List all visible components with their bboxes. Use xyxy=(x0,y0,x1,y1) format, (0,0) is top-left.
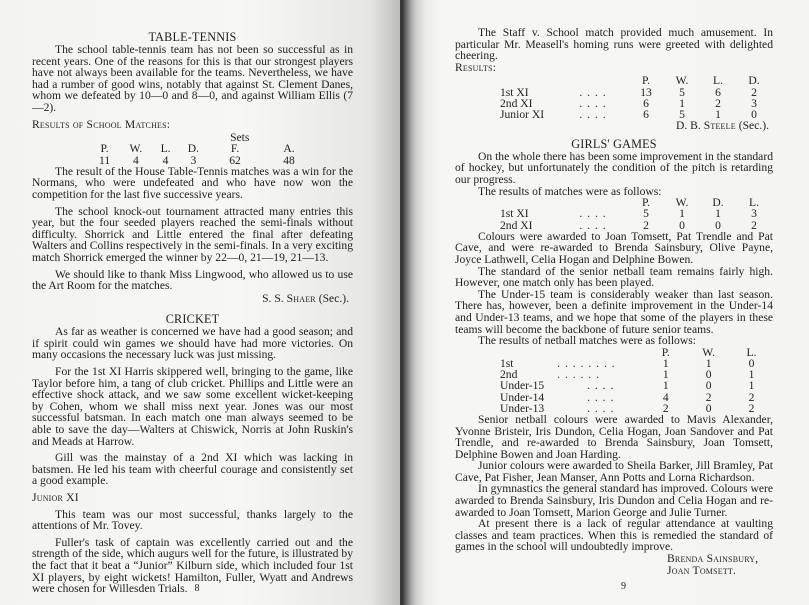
team-name: Under-13 xyxy=(500,401,545,415)
team-name: 2nd xyxy=(500,368,518,382)
netball-results-intro: The results of netball matches were as follows: xyxy=(478,334,696,348)
leader-dots: . . . . xyxy=(587,390,615,404)
girls-paragraph-6: Junior colours were awarded to Sheila Barker, Jill Bramley, Pat Cave, Pat Fisher, Jean Manser, Ann Potts and Lorna Richardson. xyxy=(455,459,773,484)
cell: 2 xyxy=(662,401,669,415)
leader-dots: . . . . xyxy=(587,401,615,415)
cell: 0 xyxy=(679,218,685,232)
cell: 1 xyxy=(679,96,685,110)
cell: 1 xyxy=(748,379,755,393)
cricket-results-table xyxy=(500,75,772,120)
right-page xyxy=(402,0,809,605)
junior-xi-heading: Junior XI xyxy=(32,491,79,505)
team-name: 1st XI xyxy=(500,207,529,221)
cell: 2 xyxy=(643,218,649,232)
table-row xyxy=(500,380,773,391)
col-header: P. xyxy=(641,196,651,210)
netball-header-row xyxy=(500,347,773,358)
knockout-paragraph: The school knock-out tournament attracted many entries this year, but the four seeded players reached the semi-finals without difficulty. Shorrick and Little entered the final after defeating Walters and Collins respectively in the semi-finals. In a very exciting match Shorrick emerged the winner by 22—0, 21—19, 21—13. xyxy=(32,204,353,264)
col-header: L. xyxy=(746,345,757,359)
table-row xyxy=(500,208,772,219)
cell: 0 xyxy=(705,379,712,393)
leader-dots: . . . . . . . . xyxy=(557,356,616,370)
leader-dots: . . . . . . xyxy=(557,368,601,382)
cell: 0 xyxy=(705,368,712,382)
cell: 6 xyxy=(643,107,649,121)
cricket-paragraph-4: This team was our most successful, thanks largely to the attentions of Mr. Tovey. xyxy=(32,507,353,533)
girls-games-heading: GIRLS' GAMES xyxy=(571,136,657,151)
left-page xyxy=(0,0,402,605)
cell: 1 xyxy=(662,368,669,382)
table-row xyxy=(500,87,772,98)
team-name: 1st XI xyxy=(500,85,529,99)
table-tennis-heading: TABLE-TENNIS xyxy=(148,30,237,44)
col-header: D. xyxy=(712,196,724,210)
leader-dots: . . . . xyxy=(579,96,607,110)
left-column xyxy=(32,31,353,595)
team-name: Junior XI xyxy=(500,107,545,121)
col-header: P. xyxy=(661,345,670,359)
cell: 5 xyxy=(679,85,685,99)
leader-dots: . . . . xyxy=(579,207,607,221)
col-header: L. xyxy=(713,74,723,88)
col-header: W. xyxy=(702,345,715,359)
cell: 1 xyxy=(679,207,685,221)
cell: 4 xyxy=(162,153,169,167)
cricket-results-header-row xyxy=(500,75,772,86)
col-header: W. xyxy=(675,196,689,210)
house-matches-paragraph: The result of the House Table-Tennis matches was a win for the Normans, who were undefeated and who have now won the competition for the last five successive years. xyxy=(32,164,353,201)
girls-paragraph-1: On the whole there has been some improvement in the standard of hockey, but unfortunately the condition of the pitch is retarding our progress. xyxy=(455,149,773,186)
cell: 2 xyxy=(751,218,757,232)
cricket-paragraph-1: As far as weather is concerned we have had a good season; and if spirit could win games we should have had more victories. On many occasions the necessary luck was just missing. xyxy=(32,325,353,362)
netball-results-table xyxy=(500,347,773,414)
cell: 11 xyxy=(99,153,111,167)
col-header: D. xyxy=(187,142,199,156)
team-name: 2nd XI xyxy=(500,96,533,110)
col-header: P. xyxy=(641,74,651,88)
girls-signature-2: Joan Tomsett. xyxy=(667,563,737,577)
results-of-school-matches-heading: Results of School Matches: xyxy=(32,117,171,131)
team-name: 1st xyxy=(500,356,514,370)
team-name: Under-14 xyxy=(500,390,545,404)
leader-dots: . . . . xyxy=(579,218,607,232)
cell: 2 xyxy=(751,85,757,99)
cell: 48 xyxy=(283,153,295,167)
hockey-results-intro: The results of matches were as follows: xyxy=(478,184,662,198)
cell: 4 xyxy=(662,390,669,404)
cricket-signature: D. B. Steele (Sec.). xyxy=(676,119,769,133)
cricket-paragraph-2: For the 1st XI Harris skippered well, bringing to the game, like Taylor before him, a tang of club cricket. Phillips and Little were an effective shock attack, and we saw some excellent wicket-keeping by Cohen, whom we shall miss next year. Jones was our most successful batsman. In each match one man always seemed to be able to save the day—Walters at Chiswick, Norris at John Ruskin's and Meads at Harrow. xyxy=(32,365,353,448)
cell: 5 xyxy=(679,107,685,121)
cricket-heading: CRICKET xyxy=(165,312,220,327)
cell: 1 xyxy=(715,107,721,121)
girls-paragraph-4: The Under-15 team is considerably weaker than last season. There has, however, been a definite improvement in the Under-14 and Under-13 teams, and we hope that some of the players in these teams will become the backbone of future senior teams. xyxy=(455,287,773,336)
col-header: W. xyxy=(675,74,689,88)
col-header: L. xyxy=(160,142,171,156)
cricket-paragraph-5: Fuller's task of captain was excellently carried out and the strength of the side, which augurs well for the future, is illustrated by the fact that it beat a “Junior” Kilburn side, which included four 1st XI players, by eight wickets! Hamilton, Fuller, Wyatt and Andrews were chosen for Willesden Trials. xyxy=(32,535,353,596)
col-header: L. xyxy=(749,196,759,210)
cell: 2 xyxy=(705,390,712,404)
table-row xyxy=(500,358,773,369)
cell: 3 xyxy=(751,96,757,110)
cell: 4 xyxy=(132,153,139,167)
table-tennis-results-table xyxy=(90,132,316,166)
col-header: W. xyxy=(129,142,143,156)
cell: 0 xyxy=(751,107,757,121)
sets-label: Sets xyxy=(230,131,250,145)
cell: 6 xyxy=(643,96,649,110)
leader-dots: . . . . xyxy=(579,85,607,99)
page-number: 8 xyxy=(194,583,200,594)
girls-paragraph-5: Senior netball colours were awarded to Mavis Alexander, Yvonne Bristeir, Iris Dundon, Celia Hogan, Joan Sandover and Pat Trendle, and re-awarded to Brenda Sainsbury, Joan Tomsett, Delphine Bowen and Joan Harding. xyxy=(455,412,773,461)
girls-paragraph-8: At present there is a lack of regular attendance at vaulting classes and team practices. When this is remedied the standard of games in the school will undoubtedly improve. xyxy=(455,517,773,554)
table-tennis-intro: The school table-tennis team has not been so successful as in recent years. One of the reasons for this is that our strongest players have not always been available for the teams. Nevertheless, we have had a rumber of good wins, notably that against St. Clement Danes, whom we defeated by 10—0 and 8—0, and against William Ellis (7—2). xyxy=(32,43,353,114)
leader-dots: . . . . xyxy=(579,107,607,121)
cell: 5 xyxy=(643,207,649,221)
hockey-results-table xyxy=(500,197,772,231)
cell: 1 xyxy=(748,368,755,382)
col-header: F. xyxy=(230,142,240,156)
cricket-paragraph-3: Gill was the mainstay of a 2nd XI which was lacking in batsmen. He led his team with cheerful courage and consistently set a good example. xyxy=(32,451,353,488)
girls-paragraph-2: Colours were awarded to Joan Tomsett, Pat Trendle and Pat Cave, and were re-awarded to Brenda Sainsbury, Olive Payne, Joyce Lathwell, Celia Hogan and Delphine Bowen. xyxy=(455,229,773,266)
cell: 13 xyxy=(640,85,652,99)
cell: 3 xyxy=(751,207,757,221)
team-name: Under-15 xyxy=(500,379,545,393)
cell: 0 xyxy=(715,218,721,232)
cell: 2 xyxy=(715,96,721,110)
cell: 0 xyxy=(748,356,755,370)
team-name: 2nd XI xyxy=(500,218,533,232)
col-header: D. xyxy=(748,74,760,88)
page-number: 9 xyxy=(621,581,626,592)
cell: 62 xyxy=(229,153,241,167)
results-heading: Results: xyxy=(455,60,497,74)
girls-paragraph-3: The standard of the senior netball team remains fairly high. However, one match only has been played. xyxy=(455,264,773,290)
table-tennis-signature: S. S. Shaer (Sec.). xyxy=(262,291,349,305)
cell: 2 xyxy=(748,401,755,415)
cell: 1 xyxy=(662,356,669,370)
thanks-paragraph: We should like to thank Miss Lingwood, who allowed us to use the Art Room for the matches. xyxy=(32,267,353,293)
col-header: P. xyxy=(100,142,109,156)
cell: 3 xyxy=(190,153,197,167)
table-tennis-header-row xyxy=(90,143,316,154)
cell: 0 xyxy=(705,401,712,415)
cell: 6 xyxy=(715,85,721,99)
girls-signature-1: Brenda Sainsbury, xyxy=(667,552,759,566)
girls-paragraph-7: In gymnastics the general standard has improved. Colours were awarded to Brenda Sainsbury, Iris Dundon and Celia Hogan and re-awarded to Joan Tomsett, Marion George and Julie Turner. xyxy=(455,482,773,519)
leader-dots: . . . . xyxy=(587,379,615,393)
hockey-header-row xyxy=(500,197,772,208)
right-column xyxy=(455,27,773,576)
cell: 1 xyxy=(715,207,721,221)
cell: 2 xyxy=(748,390,755,404)
cell: 1 xyxy=(705,356,712,370)
staff-match-paragraph: The Staff v. School match provided much amusement. In particular Mr. Measell's homing runs were greeted with delighted cheering. xyxy=(455,26,773,63)
cell: 1 xyxy=(662,379,669,393)
col-header: A. xyxy=(283,142,295,156)
